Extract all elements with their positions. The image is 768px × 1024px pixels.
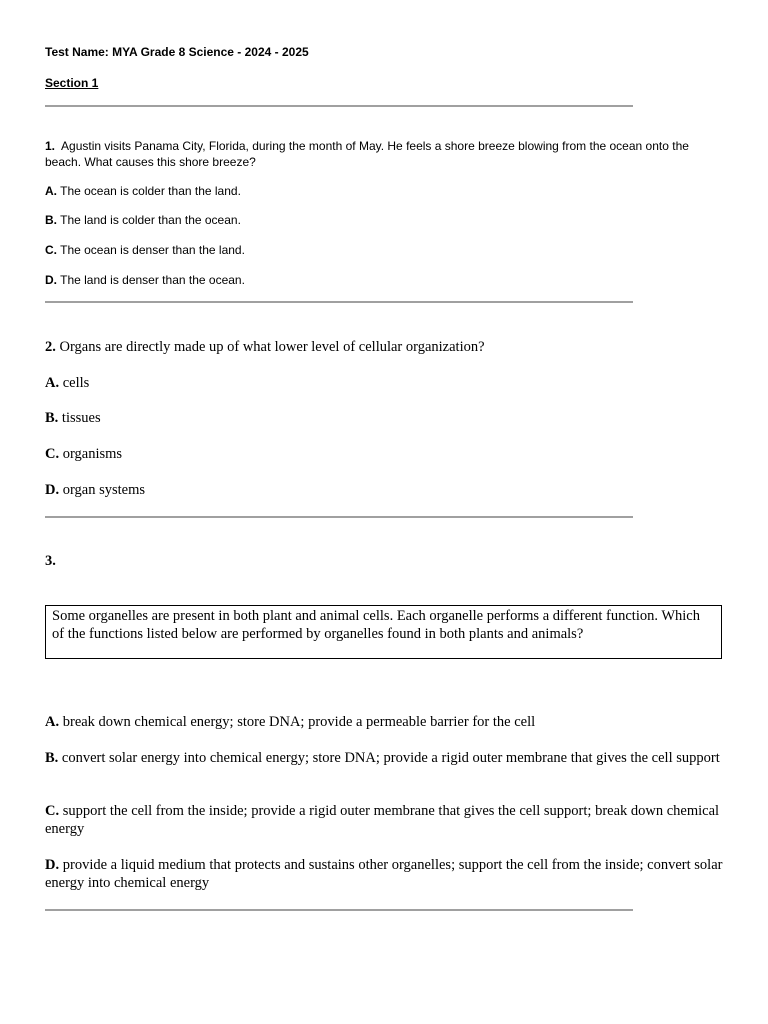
question-1-stem (45, 138, 725, 170)
question-2-option-c[interactable] (45, 445, 725, 463)
question-3-stem-box (45, 605, 722, 659)
question-text: Organs are directly made up of what lower level of cellular organization? (59, 339, 485, 355)
question-number: 2. (45, 339, 56, 355)
option-letter: D. (45, 857, 60, 873)
question-1-option-b[interactable] (45, 213, 725, 227)
option-text: tissues (61, 410, 101, 426)
option-letter: C. (45, 243, 57, 257)
option-letter: C. (45, 446, 60, 462)
divider (45, 909, 633, 911)
option-letter: A. (45, 184, 57, 198)
option-letter: D. (45, 482, 60, 498)
question-1-option-c[interactable] (45, 243, 725, 257)
question-3-number (45, 552, 725, 570)
option-letter: A. (45, 375, 60, 391)
test-name: Test Name: MYA Grade 8 Science - 2024 - 2025 (45, 45, 309, 59)
option-text: convert solar energy into chemical energy; store DNA; provide a rigid outer membrane that gives the cell support (61, 750, 720, 766)
option-text: provide a liquid medium that protects and sustains other organelles; support the cell from the inside; convert solar energy into chemical energy (45, 857, 723, 891)
divider (45, 105, 633, 107)
divider (45, 516, 633, 518)
question-2-option-b[interactable] (45, 409, 725, 427)
question-2-option-a[interactable] (45, 374, 725, 392)
option-letter: B. (45, 750, 59, 766)
question-text: Some organelles are present in both plant and animal cells. Each organelle performs a different function. Which of the functions listed below are performed by organelles found in both plants and animals? (52, 608, 700, 642)
option-letter: B. (45, 213, 57, 227)
question-1-option-a[interactable] (45, 184, 725, 198)
option-letter: C. (45, 803, 60, 819)
question-3-option-a[interactable] (45, 713, 725, 731)
question-3-option-c[interactable] (45, 802, 725, 838)
option-text: The ocean is denser than the land. (60, 243, 245, 257)
question-number: 3. (45, 553, 56, 569)
question-3-option-b[interactable] (45, 749, 725, 767)
option-text: organisms (62, 446, 123, 462)
question-number: 1. (45, 139, 56, 153)
option-text: The land is colder than the ocean. (60, 213, 241, 227)
question-text: Agustin visits Panama City, Florida, during the month of May. He feels a shore breeze blowing from the ocean onto the beach. What causes this shore breeze? (45, 139, 689, 169)
option-letter: B. (45, 410, 59, 426)
option-text: The land is denser than the ocean. (60, 273, 245, 287)
question-2-option-d[interactable] (45, 481, 725, 499)
question-2-stem (45, 338, 725, 356)
divider (45, 301, 633, 303)
option-letter: A. (45, 714, 60, 730)
option-text: organ systems (62, 482, 146, 498)
option-text: cells (62, 375, 90, 391)
question-1-option-d[interactable] (45, 273, 725, 287)
section-title: Section 1 (45, 76, 99, 90)
option-text: The ocean is colder than the land. (60, 184, 241, 198)
option-text: support the cell from the inside; provide a rigid outer membrane that gives the cell support; break down chemical energy (45, 803, 720, 837)
option-letter: D. (45, 273, 57, 287)
question-3-option-d[interactable] (45, 856, 725, 892)
option-text: break down chemical energy; store DNA; provide a permeable barrier for the cell (62, 714, 536, 730)
